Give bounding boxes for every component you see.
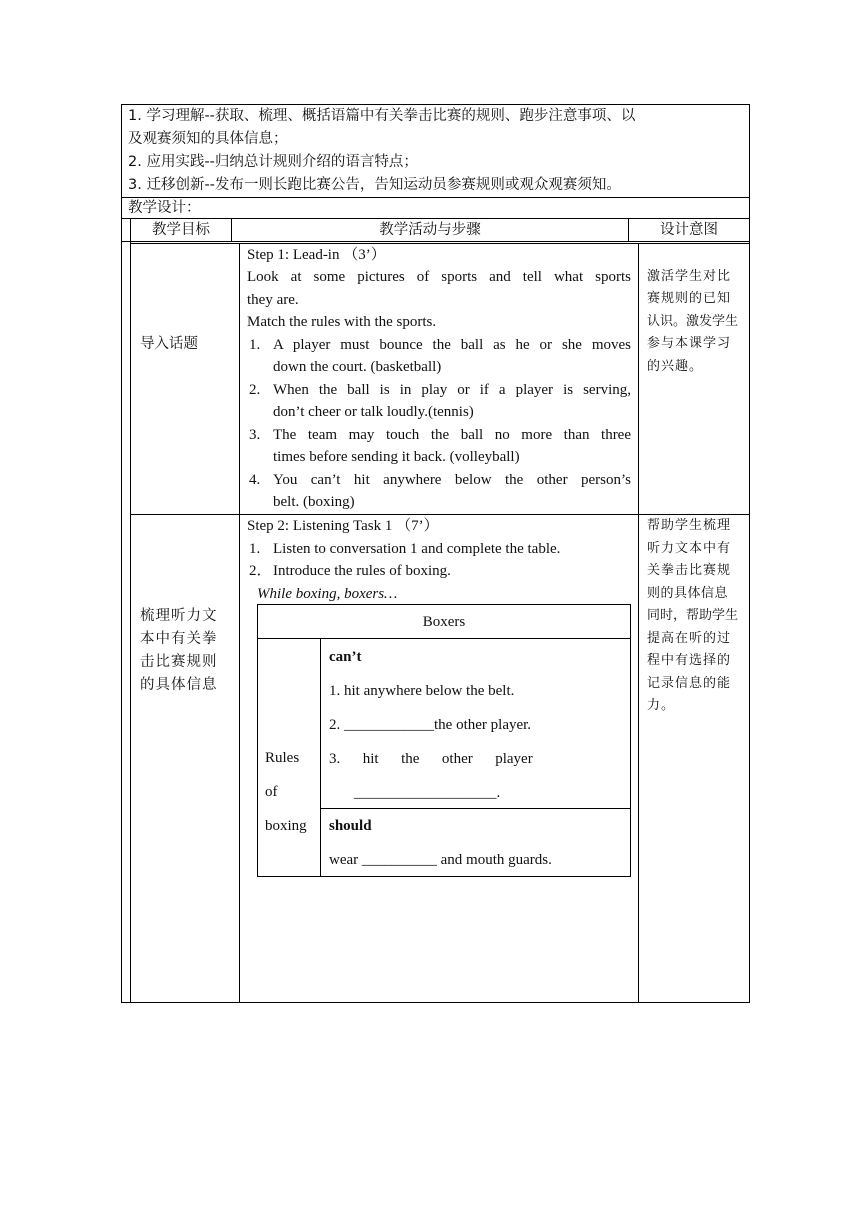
- activity-intent-divider-body: [638, 243, 639, 1003]
- cant-item-3: 3. hit the other player: [329, 751, 533, 767]
- match-item-2-line-b: don’t cheer or talk loudly.(tennis): [273, 404, 474, 420]
- row1-intent-line-3: 认识。激发学生: [647, 314, 739, 329]
- header-intent: 设计意图: [660, 222, 718, 238]
- boxers-header-rule: [257, 638, 631, 639]
- row2-step-title: Step 2: Listening Task 1 （7’）: [247, 518, 439, 534]
- cant-should-rule: [320, 808, 631, 809]
- row2-intent-line-1: 帮助学生梳理: [647, 518, 732, 533]
- boxers-label-divider: [320, 638, 321, 876]
- row1-para2: Match the rules with the sports.: [247, 314, 437, 330]
- row1-step-title: Step 1: Lead-in （3’）: [247, 247, 386, 263]
- goal-activity-divider-body: [239, 243, 240, 1003]
- row2-intent-line-9: 力。: [647, 698, 676, 713]
- row2-intent-line-5: 同时，帮助学生: [647, 608, 739, 623]
- objective-2: 2. 应用实践--归纳总计规则介绍的语言特点；: [128, 154, 418, 170]
- match-item-4-number: 4.: [249, 472, 261, 488]
- header-bottom-rule: [121, 241, 750, 242]
- cant-title: can’t: [329, 649, 362, 665]
- header-goal: 教学目标: [152, 222, 210, 238]
- match-item-1-line-b: down the court. (basketball): [273, 359, 442, 375]
- match-item-2-number: 2.: [249, 382, 261, 398]
- row2-item-2-text: Introduce the rules of boxing.: [273, 563, 451, 579]
- row2-intent-line-8: 记录信息的能: [647, 676, 732, 691]
- row1-goal: 导入话题: [140, 336, 198, 352]
- row1-intent-line-2: 赛规则的已知: [647, 291, 732, 306]
- rules-label-line-3: boxing: [265, 818, 307, 834]
- row2-intent-line-2: 听力文本中有: [647, 541, 732, 556]
- outer-left-border: [121, 104, 122, 1003]
- match-item-4-line-b: belt. (boxing): [273, 494, 355, 510]
- should-title: should: [329, 818, 372, 834]
- row2-intent-line-6: 提高在听的过: [647, 631, 732, 646]
- cant-item-1: 1. hit anywhere below the belt.: [329, 683, 515, 699]
- row1-intent-line-4: 参与本课学习: [647, 336, 732, 351]
- while-boxing-prompt: While boxing, boxers…: [257, 586, 398, 602]
- row2-goal-line-2: 本中有关拳: [140, 631, 218, 647]
- header-bottom-rule-2: [130, 243, 750, 244]
- objective-1-line-a: 1. 学习理解--获取、梳理、概括语篇中有关拳击比赛的规则、跑步注意事项、以: [128, 108, 636, 124]
- table-bottom-rule: [121, 1002, 750, 1003]
- match-item-1-number: 1.: [249, 337, 261, 353]
- boxers-table-frame: [257, 604, 631, 877]
- objectives-bottom-rule: [121, 197, 750, 198]
- row2-intent-line-3: 关拳击比赛规: [647, 563, 732, 578]
- outer-right-border: [749, 104, 750, 1003]
- row2-goal-line-3: 击比赛规则: [140, 654, 218, 670]
- row2-item-1-number: 1.: [249, 541, 261, 557]
- row1-intent-line-5: 的兴趣。: [647, 359, 704, 374]
- objective-1-line-b: 及观赛须知的具体信息；: [128, 131, 288, 147]
- match-item-1-line-a: A player must bounce the ball as he or she moves: [273, 337, 631, 353]
- boxers-header: Boxers: [422, 614, 466, 630]
- objective-3: 3. 迁移创新--发布一则长跑比赛公告，告知运动员参赛规则或观众观赛须知。: [128, 177, 621, 193]
- row1-para1-line-a: Look at some pictures of sports and tell what sports: [247, 269, 631, 285]
- row2-intent-line-4: 则的具体信息: [647, 586, 729, 601]
- row2-item-2-number: 2．: [249, 563, 272, 579]
- rules-label-line-1: Rules: [265, 750, 300, 766]
- row2-goal-line-4: 的具体信息: [140, 677, 218, 693]
- match-item-4-line-a: You can’t hit anywhere below the other person’s: [273, 472, 631, 488]
- cant-item-2: 2. ____________the other player.: [329, 717, 532, 733]
- row1-intent-line-1: 激活学生对比: [647, 269, 732, 284]
- design-title: 教学设计：: [128, 200, 201, 216]
- row2-goal-line-1: 梳理听力文: [140, 608, 218, 624]
- match-item-2-line-a: When the ball is in play or if a player is serving,: [273, 382, 631, 398]
- row1-para1-line-b: they are.: [247, 292, 299, 308]
- header-activity: 教学活动与步骤: [379, 222, 481, 238]
- row2-item-1-text: Listen to conversation 1 and complete the table.: [273, 541, 561, 557]
- rules-label-line-2: of: [265, 784, 278, 800]
- match-item-3-line-a: The team may touch the ball no more than three: [273, 427, 631, 443]
- cant-item-3-blank: ___________________.: [354, 785, 501, 801]
- match-item-3-line-b: times before sending it back. (volleyball): [273, 449, 520, 465]
- row2-intent-line-7: 程中有选择的: [647, 653, 732, 668]
- should-text: wear __________ and mouth guards.: [329, 852, 552, 868]
- match-item-3-number: 3.: [249, 427, 261, 443]
- inner-left-rule: [130, 219, 131, 1003]
